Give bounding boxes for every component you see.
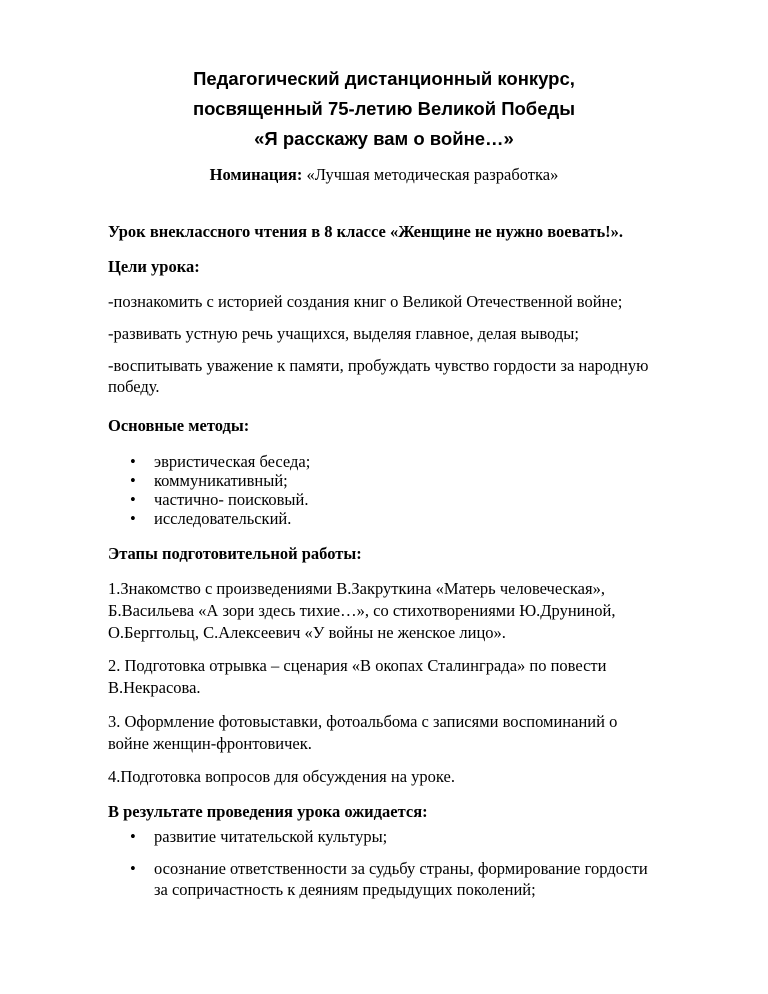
list-item: • частично- поисковый. [130,490,309,509]
bullet-icon: • [130,509,136,528]
goal-item-continuation: победу. [108,377,160,396]
header-line-1: Педагогический дистанционный конкурс, [193,68,575,89]
list-item: • коммуникативный; [130,471,288,490]
stage-2: 2. Подготовка отрывка – сценария «В окопах Сталинграда» по повести В.Некрасова. [108,656,607,697]
list-item: • эвристическая беседа; [130,452,311,471]
bullet-icon: • [130,827,136,846]
bullet-icon: • [130,471,136,490]
goals-heading: Цели урока: [108,257,200,276]
methods-list [108,452,718,528]
list-item: • исследовательский. [130,509,292,528]
header-line-2: посвященный 75-летию Великой Победы [192,98,576,119]
stages-heading: Этапы подготовительной работы: [108,544,362,563]
nomination-line [0,164,768,186]
methods-heading: Основные методы: [108,416,250,435]
bullet-icon: • [130,490,136,509]
results-heading: В результате проведения урока ожидается: [108,802,428,821]
bullet-icon: • [130,859,136,878]
stage-4: 4.Подготовка вопросов для обсуждения на уроке. [108,767,455,786]
list-item: • развитие читательской культуры; [130,827,388,846]
list-item: • осознание ответственности за судьбу страны, формирование гордости за сопричастность к деяниям предыдущих поколений; [130,859,648,899]
header-line-3: «Я расскажу вам о войне…» [254,128,514,149]
nomination-label: Номинация: [209,165,303,184]
lesson-title: Урок внеклассного чтения в 8 классе «Женщине не нужно воевать!». [108,222,624,241]
nomination-value: «Лучшая методическая разработка» [302,165,559,184]
results-list [108,826,718,911]
goal-item: -развивать устную речь учащихся, выделяя главное, делая выводы; [108,324,579,343]
goal-item: -познакомить с историей создания книг о Великой Отечественной войне; [108,292,623,311]
stage-1: 1.Знакомство с произведениями В.Закруткина «Матерь человеческая», Б.Васильева «А зори здесь тихие…», со стихотворениями Ю.Друниной, О.Берггольц, С.Алексеевич «У войны не женское лицо». [108,579,616,642]
bullet-icon: • [130,452,136,471]
goal-item: -воспитывать уважение к памяти, пробуждать чувство гордости за народную [108,356,649,375]
stage-3: 3. Оформление фотовыставки, фотоальбома с записями воспоминаний о войне женщин-фронтовичек. [108,712,618,753]
